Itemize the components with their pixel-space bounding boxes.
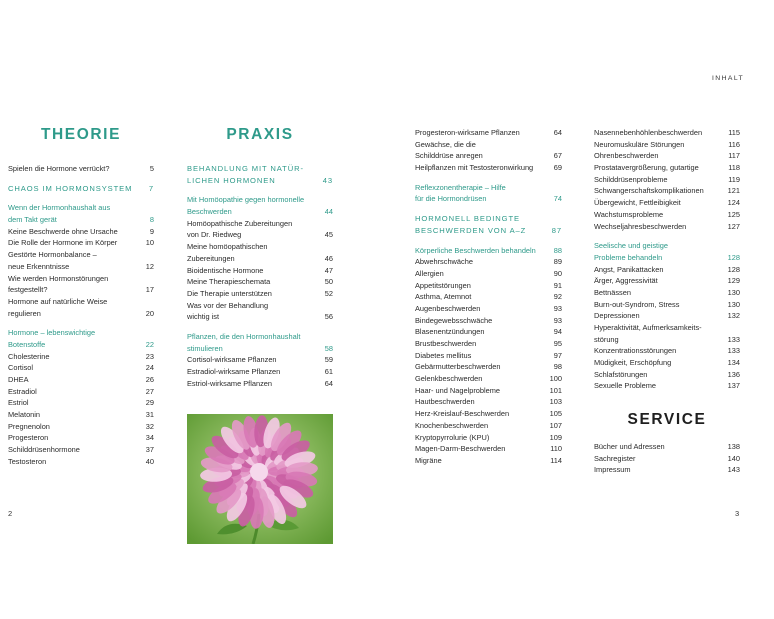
toc-entry-page: 109 xyxy=(549,432,562,442)
toc-entry[interactable] xyxy=(415,338,562,350)
toc-entry-title: Migräne xyxy=(415,455,442,465)
toc-entry[interactable] xyxy=(594,150,740,162)
toc-entry[interactable] xyxy=(187,378,333,390)
toc-entry-title: Schilddrüsenprobleme xyxy=(594,174,668,184)
toc-entry[interactable] xyxy=(187,206,333,218)
toc-entry-page: 94 xyxy=(553,327,562,337)
toc-entry[interactable] xyxy=(187,218,333,230)
toc-entry-title: Gebärmutterbeschwerden xyxy=(415,362,501,372)
toc-entry-title: Brustbeschwerden xyxy=(415,339,477,348)
toc-entry-title: Cortisol-wirksame Pflanzen xyxy=(187,355,277,365)
toc-entry-page: 143 xyxy=(727,465,740,475)
toc-entry[interactable] xyxy=(594,380,740,392)
toc-entry-title: Estriol xyxy=(8,398,29,408)
toc-entry-page: 119 xyxy=(728,174,740,184)
toc-entry[interactable] xyxy=(8,456,154,468)
toc-entry-title: Bindegewebsschwäche xyxy=(415,315,493,325)
toc-entry-title: Nasennebenhöhlenbeschwerden xyxy=(594,128,703,137)
toc-entry-title: Blasenentzündungen xyxy=(415,327,485,337)
toc-entry[interactable] xyxy=(594,310,740,322)
toc-entry[interactable] xyxy=(415,127,562,139)
toc-entry[interactable] xyxy=(187,265,333,277)
toc-entry-title: Schilddrüsenhormone xyxy=(8,445,80,455)
page-number-right: 3 xyxy=(735,509,740,518)
toc-entry[interactable] xyxy=(594,174,740,186)
toc-entry-title: Ärger, Aggressivität xyxy=(594,276,658,286)
toc-spacer xyxy=(415,237,562,245)
toc-entry-page: 101 xyxy=(549,385,562,395)
toc-entry-title: HORMONELL BEDINGTE xyxy=(415,214,520,224)
clover-flower-photo xyxy=(187,414,333,544)
toc-entry[interactable] xyxy=(8,261,154,273)
toc-entry-title: Impressum xyxy=(594,465,631,475)
toc-entry-page: 61 xyxy=(324,367,333,376)
toc-spacer xyxy=(415,205,562,213)
toc-entry[interactable] xyxy=(594,127,740,139)
toc-entry[interactable] xyxy=(8,409,154,421)
toc-entry-page: 8 xyxy=(149,215,154,225)
toc-entry-page: 7 xyxy=(148,183,154,193)
toc-entry-page: 130 xyxy=(727,287,740,297)
toc-entry-title: Abwehrschwäche xyxy=(415,257,473,267)
toc-entry[interactable] xyxy=(8,284,154,296)
toc-entry-title: Übergewicht, Fettleibigkeit xyxy=(594,198,681,208)
toc-entry-title: Keine Beschwerde ohne Ursache xyxy=(8,226,118,236)
toc-entry-page: 140 xyxy=(727,453,740,463)
toc-entry-title: Zubereitungen xyxy=(187,253,235,263)
toc-entry[interactable] xyxy=(594,221,740,233)
toc-entry-page: 118 xyxy=(728,163,740,173)
toc-entry[interactable] xyxy=(8,202,154,214)
toc-entry-title: DHEA xyxy=(8,375,29,384)
toc-entry-page: 22 xyxy=(145,339,154,349)
section-header: INHALT xyxy=(712,75,745,82)
toc-entry-title: Probleme behandeln xyxy=(594,252,663,262)
toc-entry-page: 31 xyxy=(145,410,154,420)
toc-entry[interactable] xyxy=(594,464,740,476)
toc-entry[interactable] xyxy=(415,245,562,257)
toc-entry-page: 134 xyxy=(727,358,740,368)
toc-entry-title: Augenbeschwerden xyxy=(415,303,481,313)
toc-entry-page: 26 xyxy=(145,375,154,384)
toc-entry[interactable] xyxy=(594,275,740,287)
toc-entry[interactable] xyxy=(594,240,740,252)
clover-flower-illustration xyxy=(187,414,333,544)
toc-entry-page: 46 xyxy=(324,253,333,263)
toc-entry-title: Bettnässen xyxy=(594,287,631,297)
toc-entry-page: 12 xyxy=(145,261,154,271)
toc-entry-page: 23 xyxy=(145,351,154,361)
toc-entry-page: 37 xyxy=(145,445,154,455)
toc-entry-title: Herz-Kreislauf-Beschwerden xyxy=(415,409,510,419)
toc-entry[interactable] xyxy=(8,327,154,339)
toc-entry[interactable] xyxy=(594,162,740,174)
toc-entry[interactable] xyxy=(8,273,154,285)
toc-entry-page: 107 xyxy=(549,420,562,430)
toc-entry-title: Pregnenolon xyxy=(8,421,50,431)
toc-entry[interactable] xyxy=(594,299,740,311)
toc-entry[interactable] xyxy=(594,139,740,151)
toc-entry-page: 89 xyxy=(553,257,562,267)
toc-entry[interactable] xyxy=(594,209,740,221)
toc-entry-page: 133 xyxy=(727,346,740,356)
toc-entry-title: Was vor der Behandlung xyxy=(187,300,269,310)
toc-entry-page: 9 xyxy=(149,226,154,236)
toc-entry-title: störung xyxy=(594,334,619,344)
toc-entry-title: Botenstoffe xyxy=(8,339,46,349)
toc-entry-title: Meine homöopathischen xyxy=(187,242,268,252)
toc-entry[interactable] xyxy=(187,354,333,366)
toc-entry-title: Pflanzen, die den Hormonhaushalt xyxy=(187,331,301,341)
toc-entry-title: Wechseljahresbeschwerden xyxy=(594,221,687,231)
toc-entry-title: BEHANDLUNG MIT NATÜR- xyxy=(187,164,304,173)
toc-entry[interactable] xyxy=(8,444,154,456)
toc-entry-title: neue Erkenntnisse xyxy=(8,261,70,271)
toc-entry[interactable] xyxy=(415,373,562,385)
toc-entry-page: 91 xyxy=(553,280,562,290)
toc-entry-page: 69 xyxy=(553,163,562,173)
toc-entry-title: von Dr. Riedweg xyxy=(187,230,242,240)
toc-entry-page: 125 xyxy=(727,209,740,219)
toc-entry-title: Diabetes mellitus xyxy=(415,350,472,360)
toc-entry-title: Depressionen xyxy=(594,311,640,321)
toc-column-praxis xyxy=(187,163,333,389)
toc-entry-title: Neuromuskuläre Störungen xyxy=(594,139,685,149)
toc-entry-page: 32 xyxy=(145,421,154,431)
toc-entry[interactable] xyxy=(415,420,562,432)
toc-entry[interactable] xyxy=(594,197,740,209)
toc-spacer xyxy=(187,186,333,194)
toc-entry[interactable] xyxy=(187,331,333,343)
toc-entry[interactable] xyxy=(415,193,562,205)
toc-entry[interactable] xyxy=(8,421,154,433)
toc-entry-page: 5 xyxy=(149,164,154,173)
toc-entry-title: Melatonin xyxy=(8,410,41,420)
toc-entry[interactable] xyxy=(415,268,562,280)
toc-entry-title: Angst, Panikattacken xyxy=(594,264,664,274)
toc-entry-page: 121 xyxy=(727,186,740,196)
toc-entry[interactable] xyxy=(187,366,333,378)
toc-entry-title: CHAOS IM HORMONSYSTEM xyxy=(8,183,133,193)
toc-entry[interactable] xyxy=(415,291,562,303)
toc-entry-page: 74 xyxy=(553,194,562,204)
toc-entry[interactable] xyxy=(415,326,562,338)
toc-entry-page: 34 xyxy=(145,433,154,443)
toc-entry-page: 137 xyxy=(727,381,740,391)
toc-entry[interactable] xyxy=(594,264,740,276)
toc-entry[interactable] xyxy=(8,351,154,363)
toc-entry-title: regulieren xyxy=(8,308,41,318)
toc-entry-page: 88 xyxy=(553,245,562,255)
toc-entry[interactable] xyxy=(415,315,562,327)
toc-entry-page: 50 xyxy=(324,277,333,287)
toc-entry-page: 17 xyxy=(145,285,154,295)
toc-entry-title: Homöopathische Zubereitungen xyxy=(187,218,293,228)
toc-entry-page: 129 xyxy=(727,276,740,286)
toc-entry-title: Cholesterine xyxy=(8,351,50,361)
toc-entry[interactable] xyxy=(187,311,333,323)
toc-entry[interactable] xyxy=(415,162,562,174)
toc-entry[interactable] xyxy=(594,345,740,357)
toc-entry[interactable] xyxy=(594,357,740,369)
toc-entry-title: Knochenbeschwerden xyxy=(415,420,489,430)
toc-entry[interactable] xyxy=(8,183,154,195)
toc-entry-page: 133 xyxy=(727,334,740,344)
toc-entry[interactable] xyxy=(8,308,154,320)
toc-entry-page: 138 xyxy=(727,442,740,451)
toc-entry[interactable] xyxy=(8,432,154,444)
heading-service: SERVICE xyxy=(627,411,707,428)
toc-entry-page: 130 xyxy=(727,299,740,309)
toc-entry[interactable] xyxy=(187,300,333,312)
toc-column-praxis-continued xyxy=(415,127,562,467)
toc-entry-title: Schlafstörungen xyxy=(594,369,648,379)
toc-entry-page: 58 xyxy=(324,343,333,353)
toc-entry-title: LICHEN HORMONEN xyxy=(187,175,276,185)
toc-entry-title: Wenn der Hormonhaushalt aus xyxy=(8,203,111,213)
toc-entry-title: Hormone auf natürliche Weise xyxy=(8,296,108,306)
toc-entry-page: 90 xyxy=(553,268,562,278)
toc-entry[interactable] xyxy=(594,185,740,197)
toc-entry[interactable] xyxy=(8,226,154,238)
toc-entry-title: stimulieren xyxy=(187,343,223,353)
toc-column-service xyxy=(594,441,740,476)
toc-entry[interactable] xyxy=(415,225,562,237)
toc-entry-title: dem Takt gerät xyxy=(8,215,57,225)
toc-entry-title: Beschwerden xyxy=(187,207,232,217)
toc-spacer xyxy=(187,323,333,331)
toc-entry-page: 110 xyxy=(550,444,562,454)
toc-entry-title: Körperliche Beschwerden behandeln xyxy=(415,245,536,255)
toc-entry-title: für die Hormondrüsen xyxy=(415,194,487,204)
toc-entry-page: 93 xyxy=(553,315,562,325)
toc-entry-page: 114 xyxy=(550,455,562,465)
toc-entry-page: 128 xyxy=(727,252,740,262)
toc-entry[interactable] xyxy=(415,361,562,373)
toc-spacer xyxy=(594,232,740,240)
toc-spacer xyxy=(8,175,154,183)
toc-entry-title: Gewächse, die die xyxy=(415,139,476,149)
toc-entry-page: 45 xyxy=(324,230,333,240)
toc-entry[interactable] xyxy=(8,214,154,226)
toc-entry-title: Hormone – lebenswichtige xyxy=(8,328,96,338)
toc-entry[interactable] xyxy=(8,362,154,374)
toc-entry-page: 93 xyxy=(553,303,562,313)
toc-entry[interactable] xyxy=(415,182,562,194)
toc-entry-title: Seelische und geistige xyxy=(594,241,668,251)
toc-entry[interactable] xyxy=(415,432,562,444)
toc-entry[interactable] xyxy=(415,396,562,408)
toc-entry[interactable] xyxy=(187,343,333,355)
toc-entry-title: Cortisol xyxy=(8,363,34,373)
toc-entry[interactable] xyxy=(187,276,333,288)
toc-entry[interactable] xyxy=(187,253,333,265)
toc-entry[interactable] xyxy=(415,408,562,420)
toc-entry-page: 47 xyxy=(324,265,333,275)
toc-entry-page: 115 xyxy=(728,128,740,137)
toc-entry[interactable] xyxy=(415,443,562,455)
toc-entry[interactable] xyxy=(8,374,154,386)
toc-entry-title: Wie werden Hormonstörungen xyxy=(8,273,109,283)
toc-entry-title: Heilpflanzen mit Testosteronwirkung xyxy=(415,163,534,173)
toc-entry-page: 87 xyxy=(551,225,562,235)
toc-entry[interactable] xyxy=(187,163,333,175)
toc-entry-title: Haar- und Nagelprobleme xyxy=(415,385,501,395)
toc-entry-title: Spielen die Hormone verrückt? xyxy=(8,164,110,173)
toc-entry-title: Progesteron-wirksame Pflanzen xyxy=(415,128,520,137)
toc-entry[interactable] xyxy=(415,455,562,467)
toc-entry-title: Reflexzonentherapie – Hilfe xyxy=(415,182,506,192)
toc-entry-title: Magen-Darm-Beschwerden xyxy=(415,444,506,454)
toc-entry-page: 116 xyxy=(728,139,740,149)
toc-entry[interactable] xyxy=(8,163,154,175)
toc-entry-title: Wachstumsprobleme xyxy=(594,209,664,219)
toc-entry-title: Bücher und Adressen xyxy=(594,442,665,451)
toc-entry[interactable] xyxy=(594,287,740,299)
toc-entry[interactable] xyxy=(8,249,154,261)
toc-entry[interactable] xyxy=(8,296,154,308)
toc-entry[interactable] xyxy=(415,139,562,151)
toc-entry-title: Burn-out-Syndrom, Stress xyxy=(594,299,680,309)
toc-entry-page: 98 xyxy=(553,362,562,372)
toc-entry-page: 127 xyxy=(727,221,740,231)
toc-entry[interactable] xyxy=(187,241,333,253)
toc-entry[interactable] xyxy=(415,256,562,268)
toc-entry-page: 124 xyxy=(727,198,740,208)
toc-entry-title: wichtig ist xyxy=(187,312,220,322)
toc-entry[interactable] xyxy=(594,369,740,381)
toc-entry-title: Prostatavergrößerung, gutartige xyxy=(594,163,699,173)
toc-entry-title: Estradiol xyxy=(8,386,37,396)
heading-praxis: PRAXIS xyxy=(226,126,294,143)
toc-entry-page: 52 xyxy=(324,288,333,298)
toc-spacer xyxy=(415,174,562,182)
toc-entry-title: Die Therapie unterstützen xyxy=(187,288,272,298)
toc-entry-page: 56 xyxy=(324,312,333,322)
toc-entry-title: Sachregister xyxy=(594,453,636,463)
toc-entry[interactable] xyxy=(415,350,562,362)
toc-entry[interactable] xyxy=(415,303,562,315)
toc-entry-page: 24 xyxy=(145,363,154,373)
heading-theorie: THEORIE xyxy=(40,126,122,143)
toc-entry-title: Progesteron xyxy=(8,433,49,443)
toc-entry-title: Meine Therapieschemata xyxy=(187,277,271,287)
toc-spacer xyxy=(8,319,154,327)
toc-entry[interactable] xyxy=(594,252,740,264)
toc-entry-page: 132 xyxy=(727,311,740,321)
toc-entry-title: Estriol-wirksame Pflanzen xyxy=(187,378,273,388)
toc-entry-title: festgestellt? xyxy=(8,285,48,295)
toc-entry-page: 20 xyxy=(145,308,154,318)
toc-entry[interactable] xyxy=(187,229,333,241)
toc-entry[interactable] xyxy=(594,453,740,465)
toc-entry-title: Müdigkeit, Erschöpfung xyxy=(594,358,672,368)
toc-entry-title: Estradiol-wirksame Pflanzen xyxy=(187,367,281,376)
toc-entry-page: 97 xyxy=(553,350,562,360)
toc-entry[interactable] xyxy=(415,213,562,225)
toc-entry-title: Testosteron xyxy=(8,456,47,466)
toc-entry-page: 105 xyxy=(549,409,562,419)
toc-entry-title: Gelenkbeschwerden xyxy=(415,374,483,384)
page-number-left: 2 xyxy=(8,509,13,518)
toc-entry[interactable] xyxy=(415,150,562,162)
toc-entry-title: Schilddrüse anregen xyxy=(415,151,483,161)
toc-entry-page: 103 xyxy=(549,397,562,407)
toc-entry[interactable] xyxy=(415,280,562,292)
toc-column-beschwerden xyxy=(594,127,740,392)
toc-entry-page: 44 xyxy=(324,207,333,217)
toc-entry-page: 117 xyxy=(728,151,740,161)
toc-entry-title: Bioidentische Hormone xyxy=(187,265,264,275)
toc-entry-page: 100 xyxy=(549,374,562,384)
toc-entry[interactable] xyxy=(594,334,740,346)
toc-entry-title: Mit Homöopathie gegen hormonelle xyxy=(187,195,305,205)
toc-entry-page: 64 xyxy=(324,378,333,388)
toc-entry-title: Gestörte Hormonbalance – xyxy=(8,250,97,260)
toc-entry-page: 59 xyxy=(324,355,333,365)
toc-entry-title: BESCHWERDEN VON A–Z xyxy=(415,225,527,235)
toc-entry-title: Appetitstörungen xyxy=(415,280,471,290)
toc-entry-title: Kryptopyrrolurie (KPU) xyxy=(415,432,490,442)
toc-entry-page: 136 xyxy=(727,369,740,379)
toc-entry[interactable] xyxy=(415,385,562,397)
toc-entry[interactable] xyxy=(8,397,154,409)
toc-entry-title: Ohrenbeschwerden xyxy=(594,151,659,161)
toc-entry-page: 10 xyxy=(145,238,154,248)
toc-entry-title: Die Rolle der Hormone im Körper xyxy=(8,238,118,248)
toc-entry[interactable] xyxy=(8,237,154,249)
toc-entry[interactable] xyxy=(8,339,154,351)
toc-entry-title: Allergien xyxy=(415,268,444,278)
toc-entry-title: Sexuelle Probleme xyxy=(594,381,657,391)
toc-entry-page: 128 xyxy=(727,264,740,274)
toc-entry-page: 40 xyxy=(145,456,154,466)
toc-column-theorie xyxy=(8,163,154,468)
toc-entry[interactable] xyxy=(8,386,154,398)
toc-entry-title: Asthma, Atemnot xyxy=(415,292,472,302)
toc-entry[interactable] xyxy=(594,322,740,334)
toc-entry-page: 95 xyxy=(553,339,562,348)
toc-entry[interactable] xyxy=(594,441,740,453)
toc-entry[interactable] xyxy=(187,194,333,206)
toc-entry-title: Schwangerschaftskomplikationen xyxy=(594,186,704,196)
toc-entry-title: Konzentrationsstörungen xyxy=(594,346,677,356)
toc-entry[interactable] xyxy=(187,175,333,187)
toc-entry-title: Hautbeschwerden xyxy=(415,397,475,407)
toc-entry-page: 29 xyxy=(145,398,154,408)
toc-spacer xyxy=(8,194,154,202)
toc-entry-page: 64 xyxy=(553,128,562,137)
toc-entry-page: 27 xyxy=(145,386,154,396)
toc-entry-page: 43 xyxy=(322,175,333,185)
toc-entry-title: Hyperaktivität, Aufmerksamkeits- xyxy=(594,323,702,332)
toc-entry-page: 67 xyxy=(553,151,562,161)
toc-entry[interactable] xyxy=(187,288,333,300)
toc-entry-page: 92 xyxy=(553,292,562,302)
